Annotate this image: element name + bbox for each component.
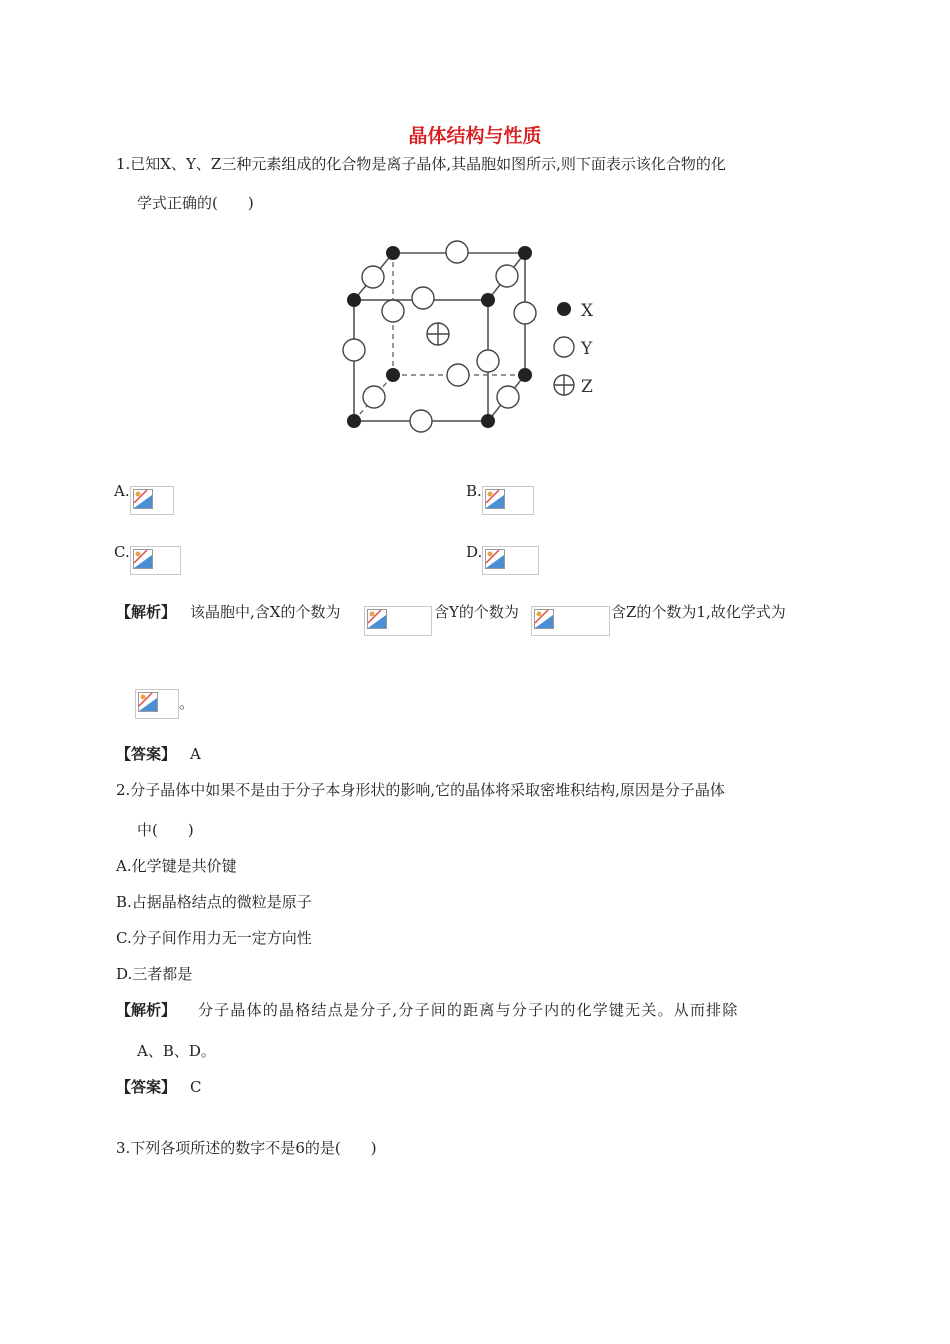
q1-stem-line2: 学式正确的( ) — [137, 194, 254, 212]
q3-stem: 3.下列各项所述的数字不是6的是( ) — [116, 1139, 377, 1157]
q1-answer-value: A — [190, 745, 201, 763]
svg-text:X: X — [581, 301, 594, 321]
q2-answer-label: 【答案】 — [116, 1078, 177, 1096]
q1-option-b-broken-image-icon — [482, 486, 534, 515]
q1-analysis-formula-broken-image-icon — [135, 689, 179, 719]
q1-analysis-y-count-broken-image-icon — [531, 606, 610, 636]
q1-option-b-label: B. — [466, 482, 482, 500]
q2-stem-line1: 2.分子晶体中如果不是由于分子本身形状的影响,它的晶体将采取密堆积结构,原因是分子晶体 — [116, 781, 725, 799]
q1-analysis-end: 。 — [179, 694, 195, 712]
q2-option-a: A.化学键是共价键 — [116, 857, 237, 875]
q2-analysis-label: 【解析】 — [116, 1001, 177, 1019]
page-title: 晶体结构与性质 — [408, 125, 542, 147]
q1-answer-label: 【答案】 — [116, 745, 177, 763]
q2-option-c: C.分子间作用力无一定方向性 — [116, 929, 312, 947]
q1-option-d-label: D. — [466, 543, 483, 561]
svg-text:Z: Z — [581, 377, 593, 397]
q2-option-d: D.三者都是 — [116, 965, 193, 983]
q2-answer-value: C — [190, 1078, 202, 1096]
q1-option-d-broken-image-icon — [482, 546, 539, 575]
q1-option-c-label: C. — [114, 543, 130, 561]
q1-stem-line1: 1.已知X、Y、Z三种元素组成的化合物是离子晶体,其晶胞如图所示,则下面表示该化合物的化 — [116, 155, 726, 173]
svg-text:Y: Y — [581, 339, 593, 359]
q1-option-c-broken-image-icon — [130, 546, 181, 575]
q1-option-a-label: A. — [114, 482, 130, 500]
q2-analysis-line1: 分子晶体的晶格结点是分子,分子间的距离与分子内的化学键无关。从而排除 — [198, 1001, 739, 1019]
q1-option-a-broken-image-icon — [130, 486, 174, 515]
q1-analysis-label: 【解析】 — [116, 603, 177, 621]
q1-analysis-text-2: 含Y的个数为 — [434, 603, 519, 621]
q1-analysis-text-1: 该晶胞中,含X的个数为 — [190, 603, 341, 621]
q2-analysis-line2: A、B、D。 — [137, 1042, 216, 1060]
q1-analysis-x-count-broken-image-icon — [364, 606, 432, 636]
q1-analysis-text-3: 含Z的个数为1,故化学式为 — [611, 603, 786, 621]
crystal-cell-diagram — [330, 232, 620, 442]
q2-option-b: B.占据晶格结点的微粒是原子 — [116, 893, 312, 911]
q2-stem-line2: 中( ) — [137, 821, 194, 839]
